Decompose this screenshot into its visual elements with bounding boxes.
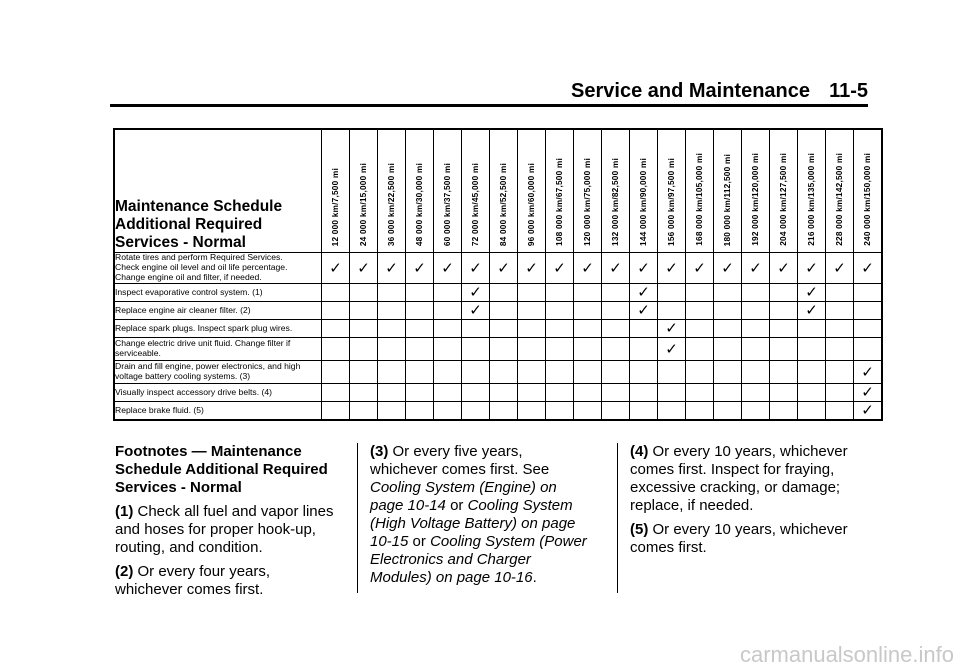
footnote-2 bbox=[115, 563, 337, 599]
service-description bbox=[114, 302, 322, 320]
empty-cell bbox=[378, 284, 406, 302]
empty-cell bbox=[602, 320, 630, 338]
empty-cell bbox=[798, 320, 826, 338]
empty-cell bbox=[490, 338, 518, 361]
empty-cell bbox=[434, 402, 462, 421]
empty-cell bbox=[434, 361, 462, 384]
interval-column-header bbox=[322, 129, 350, 253]
empty-cell bbox=[462, 338, 490, 361]
table-row bbox=[114, 384, 882, 402]
empty-cell bbox=[798, 361, 826, 384]
empty-cell bbox=[602, 402, 630, 421]
table-title-line: Maintenance Schedule bbox=[115, 198, 283, 215]
service-description bbox=[114, 361, 322, 384]
column-divider bbox=[617, 443, 618, 593]
empty-cell bbox=[546, 302, 574, 320]
interval-column-header bbox=[714, 129, 742, 253]
empty-cell bbox=[406, 284, 434, 302]
empty-cell bbox=[322, 320, 350, 338]
table-title-line: Additional Required bbox=[115, 216, 263, 233]
watermark: carmanualsonline.info bbox=[739, 642, 954, 667]
table-row bbox=[114, 402, 882, 421]
table-title bbox=[114, 129, 322, 253]
footnote-text: or bbox=[408, 533, 431, 550]
empty-cell bbox=[546, 361, 574, 384]
interval-label: 48 000 km/30,000 mi bbox=[414, 162, 424, 246]
interval-label: 24 000 km/15,000 mi bbox=[358, 162, 368, 246]
empty-cell bbox=[602, 384, 630, 402]
check-mark-icon: ✓ bbox=[630, 302, 658, 320]
footnote-1 bbox=[115, 503, 337, 557]
check-mark-icon: ✓ bbox=[658, 253, 686, 284]
interval-column-header bbox=[518, 129, 546, 253]
check-mark-icon: ✓ bbox=[462, 284, 490, 302]
table-row bbox=[114, 284, 882, 302]
empty-cell bbox=[378, 338, 406, 361]
empty-cell bbox=[518, 320, 546, 338]
service-description-line: Inspect evaporative control system. (1) bbox=[115, 286, 263, 297]
check-mark-icon: ✓ bbox=[826, 253, 854, 284]
empty-cell bbox=[322, 302, 350, 320]
empty-cell bbox=[490, 284, 518, 302]
empty-cell bbox=[826, 338, 854, 361]
empty-cell bbox=[770, 320, 798, 338]
check-mark-icon: ✓ bbox=[322, 253, 350, 284]
empty-cell bbox=[798, 384, 826, 402]
interval-label: 120 000 km/75,000 mi bbox=[582, 158, 592, 246]
cross-reference: Cooling System (Power Electronics and Charger Modules) on page 10-16 bbox=[370, 533, 587, 586]
empty-cell bbox=[378, 361, 406, 384]
check-mark-icon: ✓ bbox=[742, 253, 770, 284]
footnote-text: Or every four years, whichever comes first. bbox=[115, 563, 271, 598]
table-row bbox=[114, 338, 882, 361]
footnote-text: Or every 10 years, whichever comes first. Inspect for fraying, excessive cracking, or damage; replace, if needed. bbox=[630, 443, 848, 514]
header-rule bbox=[110, 104, 868, 107]
interval-label: 72 000 km/45,000 mi bbox=[470, 162, 480, 246]
empty-cell bbox=[714, 302, 742, 320]
interval-column-header bbox=[462, 129, 490, 253]
empty-cell bbox=[574, 338, 602, 361]
service-description-line: Check engine oil level and oil life percentage. bbox=[115, 262, 288, 273]
empty-cell bbox=[490, 402, 518, 421]
empty-cell bbox=[602, 338, 630, 361]
empty-cell bbox=[322, 338, 350, 361]
check-mark-icon: ✓ bbox=[602, 253, 630, 284]
check-mark-icon: ✓ bbox=[518, 253, 546, 284]
service-description bbox=[114, 402, 322, 421]
check-mark-icon: ✓ bbox=[798, 284, 826, 302]
interval-column-header bbox=[854, 129, 883, 253]
empty-cell bbox=[350, 384, 378, 402]
empty-cell bbox=[742, 338, 770, 361]
interval-label: 192 000 km/120,000 mi bbox=[750, 153, 760, 246]
check-mark-icon: ✓ bbox=[854, 253, 883, 284]
empty-cell bbox=[350, 338, 378, 361]
empty-cell bbox=[742, 302, 770, 320]
empty-cell bbox=[322, 384, 350, 402]
interval-label: 84 000 km/52,500 mi bbox=[498, 162, 508, 246]
empty-cell bbox=[546, 402, 574, 421]
footnotes-column-2 bbox=[370, 443, 594, 593]
interval-label: 216 000 km/135,000 mi bbox=[806, 153, 816, 246]
footnotes-column-1 bbox=[115, 443, 337, 605]
empty-cell bbox=[630, 384, 658, 402]
service-description-line: Replace engine air cleaner filter. (2) bbox=[115, 304, 251, 315]
empty-cell bbox=[350, 402, 378, 421]
empty-cell bbox=[378, 384, 406, 402]
empty-cell bbox=[546, 320, 574, 338]
empty-cell bbox=[826, 284, 854, 302]
footnote-text: Or every five years, whichever comes first. See bbox=[370, 443, 550, 478]
empty-cell bbox=[434, 384, 462, 402]
empty-cell bbox=[686, 302, 714, 320]
empty-cell bbox=[630, 402, 658, 421]
empty-cell bbox=[686, 338, 714, 361]
footnote-5 bbox=[630, 521, 860, 557]
empty-cell bbox=[686, 320, 714, 338]
table-row bbox=[114, 302, 882, 320]
table-row bbox=[114, 320, 882, 338]
check-mark-icon: ✓ bbox=[658, 320, 686, 338]
empty-cell bbox=[770, 338, 798, 361]
empty-cell bbox=[798, 402, 826, 421]
interval-column-header bbox=[378, 129, 406, 253]
interval-column-header bbox=[350, 129, 378, 253]
empty-cell bbox=[518, 284, 546, 302]
interval-column-header bbox=[434, 129, 462, 253]
service-description-line: Rotate tires and perform Required Services. bbox=[115, 252, 283, 263]
interval-column-header bbox=[574, 129, 602, 253]
table-row bbox=[114, 361, 882, 384]
interval-column-header bbox=[406, 129, 434, 253]
empty-cell bbox=[826, 402, 854, 421]
check-mark-icon: ✓ bbox=[854, 384, 883, 402]
empty-cell bbox=[574, 302, 602, 320]
empty-cell bbox=[770, 384, 798, 402]
footnote-number: (1) bbox=[115, 503, 134, 520]
empty-cell bbox=[322, 284, 350, 302]
service-description-line: Visually inspect accessory drive belts. (4) bbox=[115, 386, 272, 397]
interval-column-header bbox=[658, 129, 686, 253]
footnote-text: . bbox=[532, 569, 537, 586]
cross-reference: Cooling System (High Voltage Battery) on page 10-15 bbox=[370, 497, 576, 550]
empty-cell bbox=[798, 338, 826, 361]
empty-cell bbox=[574, 384, 602, 402]
service-description bbox=[114, 320, 322, 338]
empty-cell bbox=[714, 320, 742, 338]
service-description bbox=[114, 384, 322, 402]
empty-cell bbox=[490, 302, 518, 320]
empty-cell bbox=[658, 361, 686, 384]
check-mark-icon: ✓ bbox=[798, 253, 826, 284]
empty-cell bbox=[714, 402, 742, 421]
empty-cell bbox=[574, 320, 602, 338]
empty-cell bbox=[602, 302, 630, 320]
empty-cell bbox=[518, 384, 546, 402]
interval-label: 180 000 km/112,500 mi bbox=[722, 153, 732, 246]
check-mark-icon: ✓ bbox=[686, 253, 714, 284]
service-description bbox=[114, 253, 322, 284]
interval-column-header bbox=[770, 129, 798, 253]
service-description-line: Replace spark plugs. Inspect spark plug wires. bbox=[115, 322, 293, 333]
check-mark-icon: ✓ bbox=[378, 253, 406, 284]
footnote-number: (5) bbox=[630, 521, 649, 538]
check-mark-icon: ✓ bbox=[546, 253, 574, 284]
service-description-line: Replace brake fluid. (5) bbox=[115, 404, 204, 415]
interval-label: 108 000 km/67,500 mi bbox=[554, 158, 564, 246]
empty-cell bbox=[742, 284, 770, 302]
empty-cell bbox=[378, 402, 406, 421]
empty-cell bbox=[378, 320, 406, 338]
empty-cell bbox=[770, 402, 798, 421]
footnote-text: Or every 10 years, whichever comes first. bbox=[630, 521, 848, 556]
empty-cell bbox=[658, 302, 686, 320]
interval-label: 240 000 km/150,000 mi bbox=[862, 153, 872, 246]
page-number: 11-5 bbox=[829, 80, 868, 102]
footnote-3 bbox=[370, 443, 594, 587]
service-description-line: voltage battery cooling systems. (3) bbox=[115, 371, 251, 381]
service-description-line: Change electric drive unit fluid. Change filter if bbox=[115, 338, 291, 349]
check-mark-icon: ✓ bbox=[798, 302, 826, 320]
empty-cell bbox=[826, 320, 854, 338]
service-description-line: Drain and fill engine, power electronics, and high bbox=[115, 361, 301, 372]
empty-cell bbox=[490, 384, 518, 402]
empty-cell bbox=[434, 284, 462, 302]
empty-cell bbox=[686, 361, 714, 384]
empty-cell bbox=[602, 361, 630, 384]
empty-cell bbox=[518, 338, 546, 361]
empty-cell bbox=[350, 320, 378, 338]
empty-cell bbox=[770, 361, 798, 384]
interval-column-header bbox=[546, 129, 574, 253]
empty-cell bbox=[518, 302, 546, 320]
empty-cell bbox=[714, 338, 742, 361]
interval-column-header bbox=[602, 129, 630, 253]
empty-cell bbox=[686, 384, 714, 402]
maintenance-schedule-table bbox=[113, 128, 883, 421]
empty-cell bbox=[518, 361, 546, 384]
footnote-number: (2) bbox=[115, 563, 134, 580]
empty-cell bbox=[434, 320, 462, 338]
interval-column-header bbox=[798, 129, 826, 253]
service-description bbox=[114, 284, 322, 302]
empty-cell bbox=[490, 361, 518, 384]
check-mark-icon: ✓ bbox=[630, 284, 658, 302]
empty-cell bbox=[518, 402, 546, 421]
empty-cell bbox=[854, 320, 883, 338]
interval-label: 12 000 km/7,500 mi bbox=[330, 167, 340, 246]
interval-label: 132 000 km/82,500 mi bbox=[610, 158, 620, 246]
empty-cell bbox=[406, 384, 434, 402]
empty-cell bbox=[602, 284, 630, 302]
empty-cell bbox=[742, 361, 770, 384]
empty-cell bbox=[714, 361, 742, 384]
empty-cell bbox=[378, 302, 406, 320]
empty-cell bbox=[406, 302, 434, 320]
footnote-number: (3) bbox=[370, 443, 389, 460]
interval-column-header bbox=[826, 129, 854, 253]
empty-cell bbox=[826, 302, 854, 320]
footnote-4 bbox=[630, 443, 860, 515]
empty-cell bbox=[406, 402, 434, 421]
empty-cell bbox=[574, 402, 602, 421]
empty-cell bbox=[490, 320, 518, 338]
empty-cell bbox=[350, 302, 378, 320]
empty-cell bbox=[770, 302, 798, 320]
empty-cell bbox=[546, 284, 574, 302]
empty-cell bbox=[350, 361, 378, 384]
service-description-line: Change engine oil and filter, if needed. bbox=[115, 271, 262, 282]
check-mark-icon: ✓ bbox=[406, 253, 434, 284]
empty-cell bbox=[546, 338, 574, 361]
footnote-number: (4) bbox=[630, 443, 649, 460]
column-divider bbox=[357, 443, 358, 593]
empty-cell bbox=[658, 402, 686, 421]
check-mark-icon: ✓ bbox=[770, 253, 798, 284]
interval-column-header bbox=[742, 129, 770, 253]
table-title-line: Services - Normal bbox=[115, 234, 246, 251]
interval-label: 60 000 km/37,500 mi bbox=[442, 162, 452, 246]
empty-cell bbox=[406, 320, 434, 338]
empty-cell bbox=[686, 402, 714, 421]
check-mark-icon: ✓ bbox=[630, 253, 658, 284]
check-mark-icon: ✓ bbox=[462, 253, 490, 284]
interval-label: 36 000 km/22,500 mi bbox=[386, 162, 396, 246]
interval-label: 96 000 km/60,000 mi bbox=[526, 162, 536, 246]
empty-cell bbox=[714, 284, 742, 302]
empty-cell bbox=[546, 384, 574, 402]
empty-cell bbox=[434, 302, 462, 320]
check-mark-icon: ✓ bbox=[434, 253, 462, 284]
service-description-line: serviceable. bbox=[115, 348, 161, 358]
empty-cell bbox=[462, 320, 490, 338]
page-header bbox=[110, 80, 868, 102]
empty-cell bbox=[658, 284, 686, 302]
empty-cell bbox=[462, 361, 490, 384]
empty-cell bbox=[742, 384, 770, 402]
interval-label: 156 000 km/97,500 mi bbox=[666, 158, 676, 246]
empty-cell bbox=[406, 361, 434, 384]
empty-cell bbox=[406, 338, 434, 361]
empty-cell bbox=[574, 361, 602, 384]
interval-column-header bbox=[686, 129, 714, 253]
empty-cell bbox=[742, 320, 770, 338]
empty-cell bbox=[322, 361, 350, 384]
empty-cell bbox=[574, 284, 602, 302]
section-title: Service and Maintenance bbox=[571, 80, 810, 102]
footnotes-column-3 bbox=[630, 443, 860, 563]
footnotes-heading: Footnotes — Maintenance Schedule Additional Required Services - Normal bbox=[115, 443, 328, 496]
interval-label: 168 000 km/105,000 mi bbox=[694, 153, 704, 246]
empty-cell bbox=[826, 384, 854, 402]
check-mark-icon: ✓ bbox=[658, 338, 686, 361]
check-mark-icon: ✓ bbox=[462, 302, 490, 320]
empty-cell bbox=[854, 302, 883, 320]
footnote-text: Check all fuel and vapor lines and hoses for proper hook-up, routing, and condition. bbox=[115, 503, 334, 556]
empty-cell bbox=[630, 338, 658, 361]
interval-label: 204 000 km/127,500 mi bbox=[778, 153, 788, 246]
empty-cell bbox=[854, 284, 883, 302]
check-mark-icon: ✓ bbox=[574, 253, 602, 284]
interval-label: 144 000 km/90,000 mi bbox=[638, 158, 648, 246]
empty-cell bbox=[658, 384, 686, 402]
empty-cell bbox=[714, 384, 742, 402]
empty-cell bbox=[350, 284, 378, 302]
empty-cell bbox=[826, 361, 854, 384]
service-description bbox=[114, 338, 322, 361]
empty-cell bbox=[854, 338, 883, 361]
cross-reference: Cooling System (Engine) on page 10-14 bbox=[370, 479, 557, 514]
empty-cell bbox=[770, 284, 798, 302]
check-mark-icon: ✓ bbox=[490, 253, 518, 284]
empty-cell bbox=[686, 284, 714, 302]
table-row bbox=[114, 253, 882, 284]
empty-cell bbox=[322, 402, 350, 421]
interval-column-header bbox=[630, 129, 658, 253]
empty-cell bbox=[462, 402, 490, 421]
empty-cell bbox=[434, 338, 462, 361]
footnote-text: or bbox=[445, 497, 468, 514]
check-mark-icon: ✓ bbox=[854, 361, 883, 384]
empty-cell bbox=[630, 361, 658, 384]
interval-column-header bbox=[490, 129, 518, 253]
interval-label: 228 000 km/142,500 mi bbox=[834, 153, 844, 246]
check-mark-icon: ✓ bbox=[714, 253, 742, 284]
empty-cell bbox=[630, 320, 658, 338]
check-mark-icon: ✓ bbox=[350, 253, 378, 284]
empty-cell bbox=[462, 384, 490, 402]
empty-cell bbox=[742, 402, 770, 421]
check-mark-icon: ✓ bbox=[854, 402, 883, 421]
